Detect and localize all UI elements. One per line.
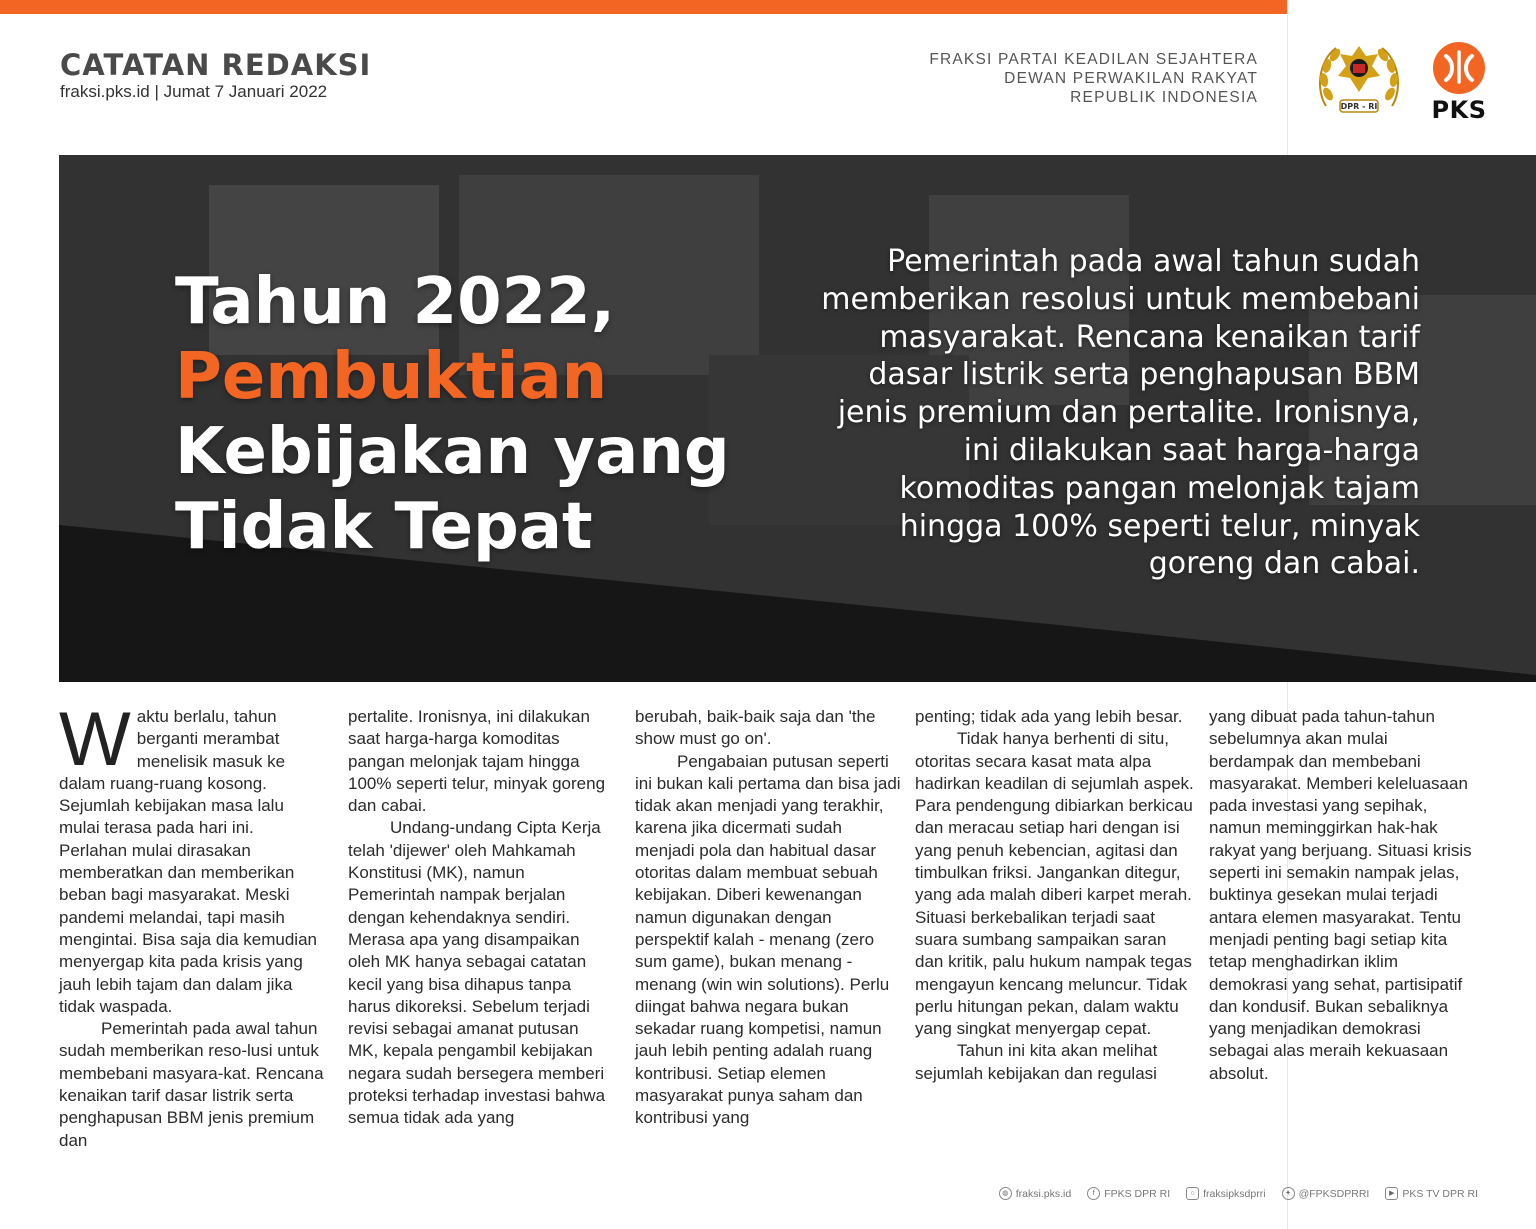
headline <box>175 265 730 565</box>
headline-accent-line: Pembuktian <box>175 340 608 414</box>
page-subtitle: fraksi.pks.id | Jumat 7 Januari 2022 <box>60 82 328 101</box>
article-paragraph: Pemerintah pada awal tahun sudah memberikan reso-lusi untuk membebani masyara-kat. Rencana kenaikan tarif dasar listrik serta penghapusan BBM jenis premium dan <box>59 1019 324 1150</box>
article-paragraph: Pengabaian putusan seperti ini bukan kali pertama dan bisa jadi tidak akan menjadi yang terakhir, karena jika dicermati sudah menjadi pola dan habitual dasar otoritas dalam membuat sebuah kebijakan. Diberi kewenangan namun digunakan dengan perspektif kalah - menang (zero sum game), bukan menang - menang (win win solutions). Perlu diingat bahwa negara bukan sekadar ruang kompetisi, namun jauh lebih penting adalah ruang kontribusi. Setiap elemen masyarakat punya saham dan kontribusi yang <box>635 751 901 1128</box>
org-line: FRAKSI PARTAI KEADILAN SEJAHTERA <box>929 51 1258 68</box>
footer-label: FPKS DPR RI <box>1104 1187 1171 1200</box>
headline-line: Tahun 2022, <box>175 265 615 339</box>
article-paragraph: berubah, baik-baik saja dan 'the show must go on'. <box>635 707 876 749</box>
youtube-icon: ▶ <box>1385 1187 1398 1200</box>
article-paragraph: penting; tidak ada yang lebih besar. <box>915 707 1183 726</box>
dpr-ri-emblem-icon <box>1314 36 1404 124</box>
article-paragraph: Tahun ini kita akan melihat sejumlah kebijakan dan regulasi <box>915 1041 1158 1083</box>
footer-label: fraksi.pks.id <box>1015 1187 1072 1200</box>
footer-social-links <box>999 1187 1478 1200</box>
article-column-4 <box>915 706 1197 1085</box>
pks-emblem-icon <box>1424 38 1494 94</box>
globe-icon: ◍ <box>999 1187 1012 1200</box>
footer-instagram[interactable] <box>1186 1187 1265 1200</box>
footer-website[interactable] <box>999 1187 1071 1200</box>
article-paragraph: Undang-undang Cipta Kerja telah 'dijewer' oleh Mahkamah Konstitusi (MK), namun Pemerintah nampak berjalan dengan kehendaknya sendiri. Merasa apa yang disampaikan oleh MK hanya sebagai catatan kecil yang bisa dihapus tanpa harus dikoreksi. Sebelum terjadi revisi sebagai amanat putusan MK, kepala pengambil kebijakan negara sudah bersegera memberi proteksi terhadap investasi bahwa semua tidak ada yang <box>348 818 606 1128</box>
footer-label: PKS TV DPR RI <box>1402 1187 1478 1200</box>
organization-name <box>929 50 1258 107</box>
article-column-5 <box>1209 706 1477 1085</box>
top-accent-bar <box>0 0 1288 14</box>
paragraph-text: aktu berlalu, tahun berganti merambat menelisik masuk ke dalam ruang-ruang kosong. Sejumlah kebijakan masa lalu mulai terasa pada hari ini. Perlahan mulai dirasakan memberatkan dan memberikan beban bagi masyarakat. Meski pandemi melandai, tapi masih mengintai. Bisa saja dia kemudian menyergap kita pada krisis yang jauh lebih tajam dan dalam jika tidak waspada. <box>59 707 317 1016</box>
footer-facebook[interactable] <box>1087 1187 1170 1200</box>
pks-logo-text: PKS <box>1431 96 1487 124</box>
lead-paragraph: Pemerintah pada awal tahun sudah memberikan resolusi untuk membebani masyarakat. Rencana kenaikan tarif dasar listrik serta penghapusan BBM jenis premium dan pertalite. Ironisnya, ini dilakukan saat harga-harga komoditas pangan melonjak tajam hingga 100% seperti telur, minyak goreng dan cabai. <box>821 244 1420 582</box>
article-paragraph: Tidak hanya berhenti di situ, otoritas secara kasat mata alpa hadirkan keadilan di sejumlah aspek. Para pendengung dibiarkan berkicau dan meracau setiap hari dengan isi yang penuh kebencian, agitasi dan timbulkan friksi. Jangankan ditegur, yang ada malah diberi karpet merah. Situasi berkebalikan terjadi saat suara sumbang sampaikan saran dan kritik, palu hukum nampak tegas mengayun kencang meluncur. Tidak perlu hitungan pekan, dalam waktu yang singkat menyergap cepat. <box>915 729 1194 1039</box>
instagram-icon: ○ <box>1186 1187 1199 1200</box>
article-column-1 <box>59 697 325 1152</box>
article-paragraph: pertalite. Ironisnya, ini dilakukan saat harga-harga komoditas pangan melonjak tajam hingga 100% seperti telur, minyak goreng dan cabai. <box>348 707 606 816</box>
hero-banner <box>59 155 1536 682</box>
twitter-icon: ✦ <box>1282 1187 1295 1200</box>
article-paragraph: yang dibuat pada tahun-tahun sebelumnya akan mulai berdampak dan membebani masyarakat. Memberi keleluasaan pada investasi yang sepihak, namun meminggirkan hak-hak rakyat yang berjuang. Situasi krisis seperti ini semakin nampak jelas, buktinya gesekan mulai terjadi antara elemen masyarakat. Tentu menjadi penting bagi setiap kita tetap menghadirkan iklim demokrasi yang sehat, partisipatif dan kondusif. Bukan sebaliknya yang menjadikan demokrasi sebagai alas meraih kekuasaan absolut. <box>1209 707 1472 1083</box>
facebook-icon: f <box>1087 1187 1100 1200</box>
article-column-3 <box>635 706 903 1130</box>
pks-logo <box>1424 38 1494 128</box>
footer-label: @FPKSDPRRI <box>1298 1187 1370 1200</box>
footer-label: fraksipksdprri <box>1203 1187 1266 1200</box>
article-column-2 <box>348 706 610 1130</box>
drop-cap: W <box>59 697 131 782</box>
footer-youtube[interactable] <box>1385 1187 1478 1200</box>
org-line: REPUBLIK INDONESIA <box>1070 89 1258 106</box>
dpr-logo-text: DPR - RI <box>1340 102 1378 111</box>
org-line: DEWAN PERWAKILAN RAKYAT <box>1004 70 1258 87</box>
page-title: CATATAN REDAKSI <box>60 48 372 82</box>
article-paragraph <box>59 697 325 1018</box>
headline-line: Tidak Tepat <box>175 490 593 564</box>
headline-line: Kebijakan yang <box>175 415 730 489</box>
footer-twitter[interactable] <box>1282 1187 1370 1200</box>
